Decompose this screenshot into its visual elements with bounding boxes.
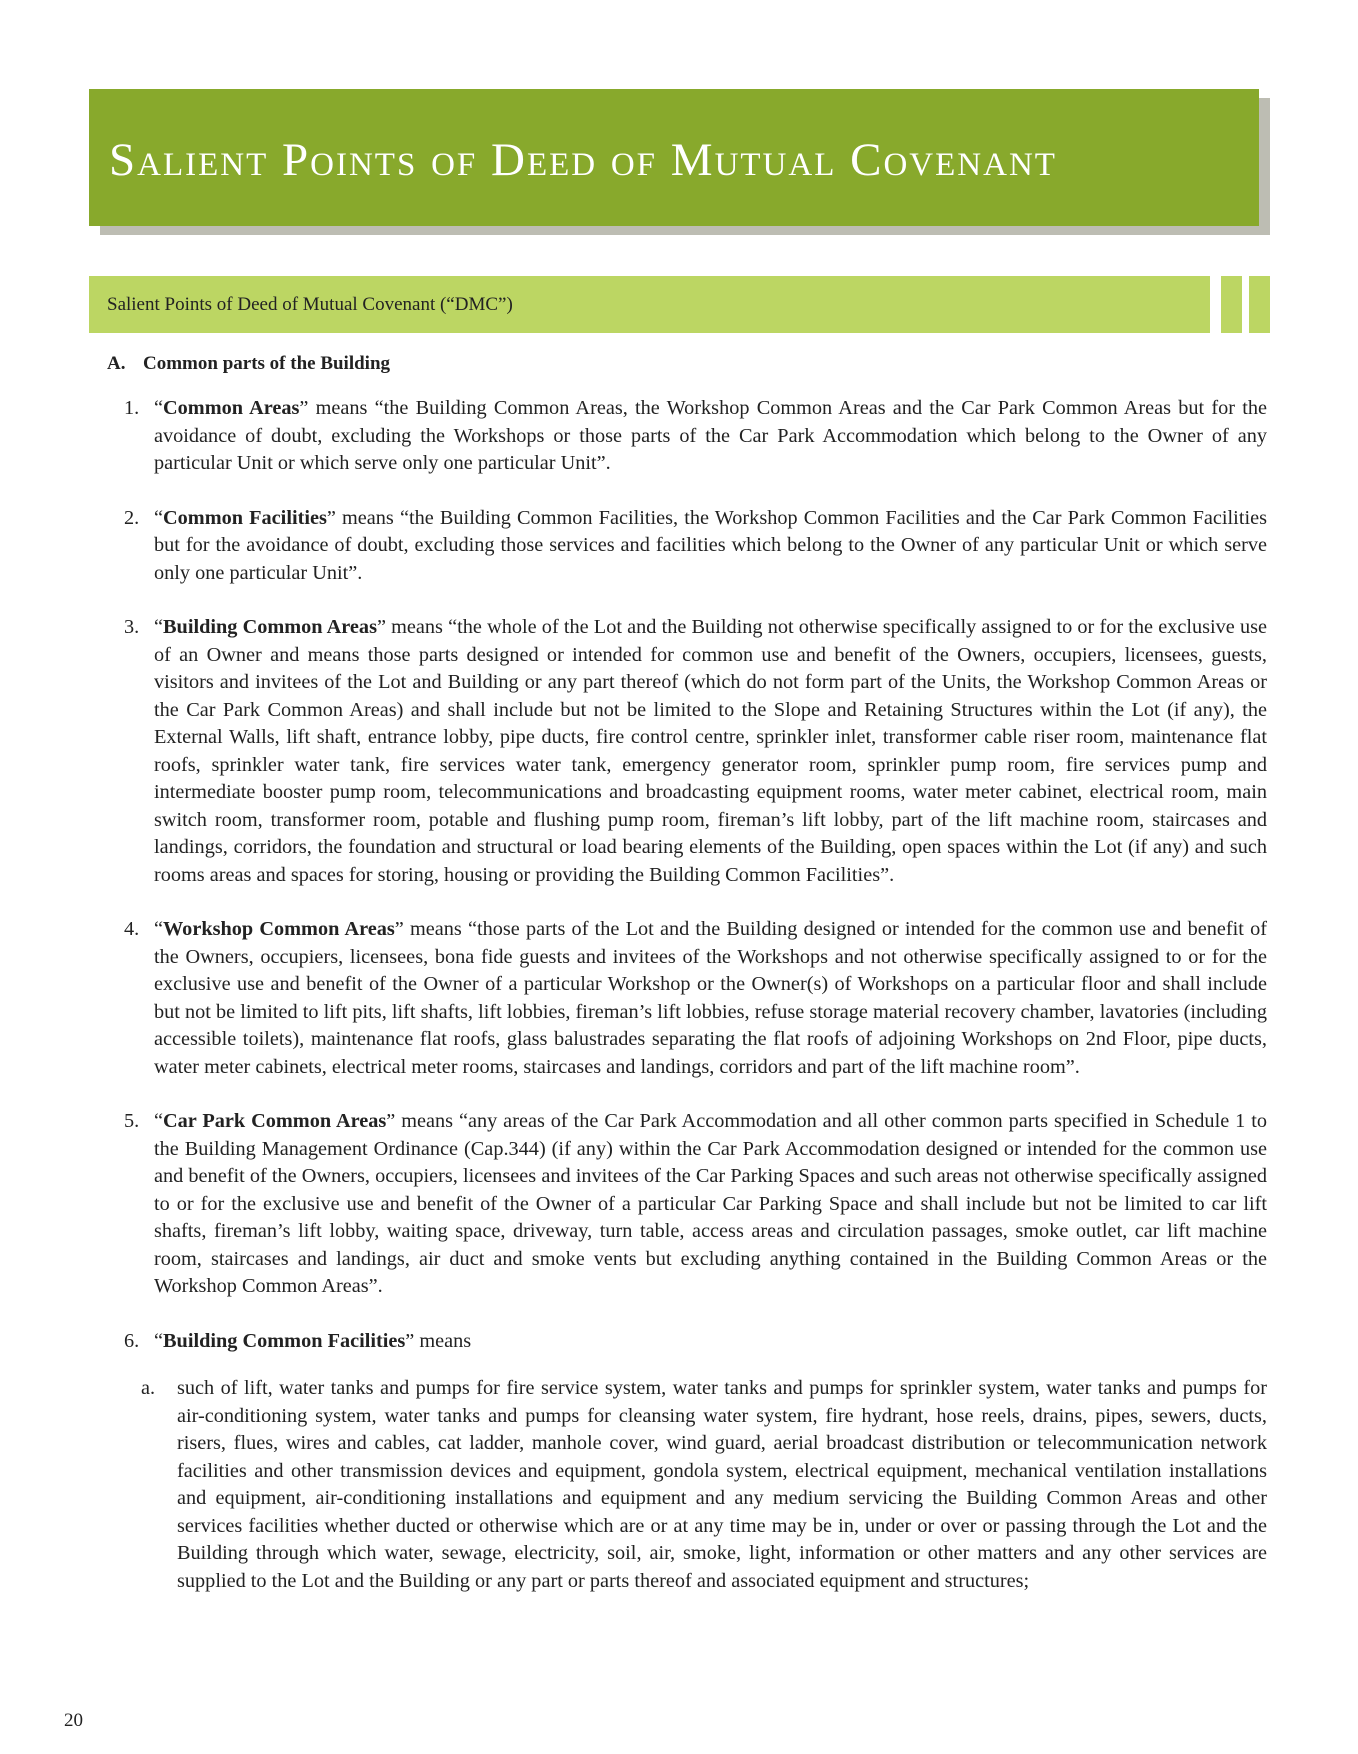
subsection-heading bbox=[107, 353, 1267, 375]
decorative-tab-2 bbox=[1249, 276, 1270, 333]
item-text bbox=[154, 916, 1267, 1081]
page-title: Salient Points of Deed of Mutual Covenant bbox=[109, 133, 1057, 186]
page-number: 20 bbox=[64, 1710, 83, 1731]
definition-text: ” means “the Building Common Facilities, the Workshop Common Facilities and the Car Park Common Facilities but for the avoidance of doubt, excluding those services and facilities which belong to the Owner of any particular Unit or which serve only one particular Unit”. bbox=[154, 506, 1267, 584]
defined-term: Common Facilities bbox=[163, 506, 327, 529]
open-quote: “ bbox=[154, 616, 164, 638]
definition-text: ” means “the Building Common Areas, the Workshop Common Areas and the Car Park Common Areas but for the avoidance of doubt, excluding the Workshops or those parts of the Car Park Accommodation which belong to the Owner of any particular Unit or which serve only one particular Unit”. bbox=[154, 397, 1268, 474]
open-quote: “ bbox=[154, 1110, 164, 1132]
definition-item-2 bbox=[107, 505, 1267, 588]
item-number: 3. bbox=[124, 616, 140, 638]
item-text bbox=[154, 1328, 1267, 1356]
item-text bbox=[154, 614, 1267, 889]
section-title: Salient Points of Deed of Mutual Covenant (“DMC”) bbox=[107, 293, 513, 315]
item-text bbox=[154, 505, 1267, 588]
sub-item-text: such of lift, water tanks and pumps for fire service system, water tanks and pumps for sprinkler system, water tanks and pumps for air-conditioning system, water tanks and pumps for cleansing water system, fire hydrant, hose reels, drains, pipes, sewers, ducts, risers, flues, wires and cables, cat ladder, manhole cover, wind guard, aerial broadcast distribution or telecommunication network facilities and other transmission devices and equipment, gondola system, electrical equipment, mechanical ventilation installations and equipment, air-conditioning installations and equipment and any medium servicing the Building Common Areas and other services facilities whether ducted or otherwise which are or at any time may be in, under or over or passing through the Lot and the Building through which water, sewage, electricity, soil, air, smoke, light, information or other matters and any other services are supplied to the Lot and the Building or any part or parts thereof and associated equipment and structures; bbox=[177, 1377, 1267, 1592]
item-text bbox=[154, 395, 1267, 478]
open-quote: “ bbox=[154, 918, 164, 940]
open-quote: “ bbox=[154, 397, 164, 419]
defined-term: Building Common Facilities bbox=[163, 1329, 406, 1352]
open-quote: “ bbox=[154, 1329, 164, 1352]
subsection-marker: A. bbox=[107, 353, 126, 374]
definition-text: ” means “the whole of the Lot and the Building not otherwise specifically assigned to or for the exclusive use of an Owner and means those parts designed or intended for common use and benefit of the Owners, occupiers, licensees, guests, visitors and invitees of the Lot and Building or any part thereof (which do not form part of the Units, the Workshop Common Areas or the Car Park Common Areas) and shall include but not be limited to the Slope and Retaining Structures within the Lot (if any), the External Walls, lift shaft, entrance lobby, pipe ducts, fire control centre, sprinkler inlet, transformer cable riser room, maintenance flat roofs, sprinkler water tank, fire services water tank, emergency generator room, sprinkler pump room, fire services pump and intermediate booster pump room, telecommunications and broadcasting equipment rooms, water meter cabinet, electrical room, main switch room, transformer room, potable and flushing pump room, fireman’s lift lobby, part of the lift machine room, staircases and landings, corridors, the foundation and structural or load bearing elements of the Building, open spaces within the Lot (if any) and such rooms areas and spaces for storing, housing or providing the Building Common Facilities”. bbox=[154, 616, 1268, 886]
item-text bbox=[154, 1108, 1267, 1301]
item-number: 4. bbox=[124, 918, 140, 940]
decorative-tab-1 bbox=[1221, 276, 1242, 333]
item-number: 2. bbox=[124, 506, 140, 529]
definition-item-5 bbox=[107, 1108, 1267, 1301]
subsection-heading-text: Common parts of the Building bbox=[143, 353, 391, 374]
definition-text: ” means bbox=[405, 1329, 472, 1352]
definition-text: ” means “those parts of the Lot and the Building designed or intended for the common use and benefit of the Owners, occupiers, licensees, bona fide guests and invitees of the Workshops and not otherwise specifically assigned to or for the exclusive use and benefit of the Owner of a particular Workshop or the Owner(s) of Workshops on a particular floor and shall include but not be limited to lift pits, lift shafts, lift lobbies, fireman’s lift lobbies, refuse storage material recovery chamber, lavatories (including accessible toilets), maintenance flat roofs, glass balustrades separating the flat roofs of adjoining Workshops on 2nd Floor, pipe ducts, water meter cabinets, electrical meter rooms, staircases and landings, corridors and part of the lift machine room”. bbox=[154, 918, 1267, 1078]
title-banner bbox=[89, 89, 1259, 226]
definition-item-4 bbox=[107, 916, 1267, 1081]
open-quote: “ bbox=[154, 506, 164, 529]
definition-item-3 bbox=[107, 614, 1267, 889]
definition-item-1 bbox=[107, 395, 1267, 478]
defined-term: Car Park Common Areas bbox=[163, 1110, 387, 1132]
sub-item-a bbox=[141, 1375, 1267, 1595]
item-number: 5. bbox=[124, 1110, 140, 1132]
defined-term: Workshop Common Areas bbox=[163, 918, 395, 940]
document-body bbox=[107, 353, 1267, 1595]
defined-term: Common Areas bbox=[163, 397, 300, 419]
item-number: 6. bbox=[124, 1329, 140, 1352]
definition-text: ” means “any areas of the Car Park Accommodation and all other common parts specified in Schedule 1 to the Building Management Ordinance (Cap.344) (if any) within the Car Park Accommodation designed or intended for the common use and benefit of the Owners, occupiers, licensees and invitees of the Car Parking Spaces and such areas not otherwise specifically assigned to or for the exclusive use and benefit of the Owner of a particular Car Parking Space and shall include but not be limited to car lift shafts, fireman’s lift lobby, waiting space, driveway, turn table, access areas and circulation passages, smoke outlet, car lift machine room, staircases and landings, air duct and smoke vents but excluding anything contained in the Building Common Areas or the Workshop Common Areas”. bbox=[154, 1110, 1267, 1297]
defined-term: Building Common Areas bbox=[163, 616, 377, 638]
definition-item-6 bbox=[107, 1328, 1267, 1356]
item-number: 1. bbox=[124, 397, 140, 419]
section-header-bar bbox=[89, 276, 1210, 333]
sub-item-marker: a. bbox=[141, 1377, 156, 1399]
